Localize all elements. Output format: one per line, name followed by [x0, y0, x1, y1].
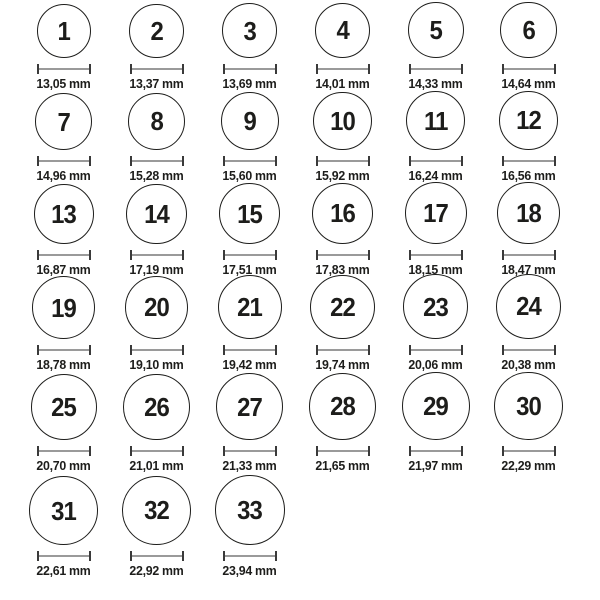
ring-size-number: 17	[423, 198, 448, 228]
measure-rule	[39, 349, 89, 351]
ring-diameter-label: 13,37 mm	[129, 76, 184, 91]
measure-right-cap	[275, 446, 277, 456]
measure-rule	[132, 555, 182, 557]
measure-line	[130, 345, 184, 355]
measure-right-cap	[182, 64, 184, 74]
measure-line	[37, 250, 91, 260]
ring-circle	[497, 182, 560, 245]
measure-right-cap	[368, 156, 370, 166]
measure-line	[316, 345, 370, 355]
ring-diameter-label: 22,29 mm	[501, 458, 556, 473]
measure-line	[502, 64, 556, 74]
measure-right-cap	[89, 156, 91, 166]
measure-rule	[39, 555, 89, 557]
ring-circle	[496, 274, 562, 340]
measure-line	[130, 446, 184, 456]
ring-diameter-label: 14,33 mm	[408, 76, 463, 91]
measure-right-cap	[554, 250, 556, 260]
chart-row	[17, 186, 600, 280]
ring-circle	[34, 184, 94, 244]
chart-row	[17, 2, 600, 94]
measure-right-cap	[182, 345, 184, 355]
ring-cell	[296, 275, 389, 376]
ring-cell	[296, 3, 389, 95]
measure-rule	[411, 254, 461, 256]
ring-size-number: 27	[237, 391, 262, 422]
measure-line	[130, 156, 184, 166]
ring-circle	[218, 275, 282, 339]
ring-cell	[110, 374, 203, 477]
measure-line	[37, 446, 91, 456]
measure-line	[223, 156, 277, 166]
ring-size-number: 29	[423, 391, 448, 421]
measure-line	[37, 64, 91, 74]
ring-diameter-label: 21,65 mm	[315, 458, 370, 473]
chart-row	[17, 280, 600, 375]
ring-circle	[216, 373, 283, 440]
ring-diameter-label: 19,10 mm	[129, 357, 184, 372]
ring-circle	[315, 3, 371, 59]
ring-diameter-label: 16,87 mm	[36, 262, 91, 277]
measure-line	[409, 345, 463, 355]
measure-rule	[411, 349, 461, 351]
measure-rule	[132, 68, 182, 70]
ring-circle	[31, 374, 97, 440]
measure-rule	[225, 68, 275, 70]
ring-size-number: 31	[51, 495, 76, 526]
measure-right-cap	[554, 446, 556, 456]
measure-line	[409, 156, 463, 166]
measure-right-cap	[275, 250, 277, 260]
measure-right-cap	[461, 345, 463, 355]
ring-size-number: 2	[150, 15, 163, 46]
ring-diameter-label: 23,94 mm	[222, 563, 277, 578]
ring-cell	[203, 183, 296, 280]
chart-row	[17, 375, 600, 476]
measure-right-cap	[461, 250, 463, 260]
ring-cell	[203, 275, 296, 375]
measure-line	[37, 345, 91, 355]
ring-cell	[482, 182, 575, 281]
measure-rule	[225, 160, 275, 162]
measure-line	[223, 64, 277, 74]
measure-right-cap	[275, 156, 277, 166]
ring-circle	[408, 2, 464, 58]
ring-diameter-label: 15,28 mm	[129, 168, 184, 183]
measure-rule	[225, 450, 275, 452]
measure-rule	[411, 450, 461, 452]
measure-rule	[504, 68, 554, 70]
measure-line	[223, 250, 277, 260]
measure-line	[37, 551, 91, 561]
measure-rule	[504, 450, 554, 452]
measure-rule	[39, 68, 89, 70]
ring-diameter-label: 15,60 mm	[222, 168, 277, 183]
ring-diameter-label: 13,05 mm	[36, 76, 91, 91]
ring-size-number: 7	[57, 106, 70, 137]
ring-diameter-label: 20,38 mm	[501, 357, 556, 372]
ring-cell	[17, 476, 110, 581]
measure-line	[316, 156, 370, 166]
ring-size-number: 11	[423, 105, 448, 136]
ring-size-number: 1	[57, 16, 70, 46]
measure-rule	[225, 254, 275, 256]
ring-size-number: 18	[516, 197, 541, 228]
measure-right-cap	[554, 156, 556, 166]
measure-right-cap	[275, 345, 277, 355]
measure-rule	[318, 450, 368, 452]
measure-line	[409, 64, 463, 74]
ring-circle	[494, 372, 563, 441]
ring-cell	[389, 182, 482, 280]
ring-diameter-label: 21,97 mm	[408, 458, 463, 473]
ring-circle	[312, 183, 374, 245]
ring-diameter-label: 16,56 mm	[501, 168, 556, 183]
measure-rule	[39, 254, 89, 256]
ring-cell	[203, 475, 296, 581]
ring-circle	[126, 184, 187, 245]
measure-right-cap	[275, 64, 277, 74]
measure-rule	[318, 254, 368, 256]
ring-circle	[219, 183, 280, 244]
measure-right-cap	[554, 64, 556, 74]
measure-right-cap	[368, 446, 370, 456]
ring-circle	[123, 374, 190, 441]
ring-cell	[17, 4, 110, 94]
measure-line	[502, 446, 556, 456]
ring-diameter-label: 19,74 mm	[315, 357, 370, 372]
ring-diameter-label: 20,70 mm	[36, 458, 91, 473]
measure-line	[130, 551, 184, 561]
ring-diameter-label: 21,33 mm	[222, 458, 277, 473]
ring-circle	[129, 4, 184, 59]
measure-rule	[504, 160, 554, 162]
ring-circle	[125, 276, 189, 340]
ring-cell	[389, 91, 482, 186]
measure-line	[316, 446, 370, 456]
ring-diameter-label: 14,96 mm	[36, 168, 91, 183]
ring-size-number: 22	[330, 291, 355, 322]
ring-size-number: 15	[237, 198, 262, 229]
measure-rule	[318, 68, 368, 70]
ring-diameter-label: 13,69 mm	[222, 76, 277, 91]
chart-row	[17, 94, 600, 186]
measure-right-cap	[461, 64, 463, 74]
measure-right-cap	[89, 64, 91, 74]
ring-circle	[500, 2, 557, 59]
ring-cell	[296, 183, 389, 281]
ring-cell	[203, 373, 296, 476]
ring-circle	[309, 373, 377, 441]
ring-size-number: 9	[243, 106, 256, 136]
ring-circle	[402, 372, 470, 440]
ring-circle	[215, 475, 285, 545]
measure-rule	[504, 349, 554, 351]
ring-circle	[37, 4, 91, 58]
ring-cell	[17, 184, 110, 280]
ring-size-number: 24	[516, 291, 541, 322]
ring-size-number: 8	[150, 106, 163, 137]
ring-cell	[110, 476, 203, 582]
ring-circle	[35, 93, 92, 150]
ring-size-number: 30	[516, 390, 541, 421]
measure-line	[130, 250, 184, 260]
measure-line	[502, 345, 556, 355]
ring-size-number: 33	[237, 495, 262, 525]
measure-line	[223, 446, 277, 456]
ring-diameter-label: 20,06 mm	[408, 357, 463, 372]
ring-cell	[389, 372, 482, 476]
measure-line	[502, 250, 556, 260]
measure-right-cap	[182, 250, 184, 260]
ring-circle	[405, 182, 467, 244]
ring-size-number: 26	[144, 391, 169, 422]
ring-diameter-label: 22,61 mm	[36, 563, 91, 578]
ring-size-number: 25	[51, 392, 76, 422]
measure-right-cap	[182, 551, 184, 561]
ring-diameter-label: 21,01 mm	[129, 458, 184, 473]
ring-diameter-label: 18,78 mm	[36, 357, 91, 372]
measure-right-cap	[368, 64, 370, 74]
ring-cell	[389, 274, 482, 375]
ring-circle	[499, 91, 559, 151]
ring-size-number: 3	[243, 15, 256, 46]
measure-rule	[504, 254, 554, 256]
measure-right-cap	[89, 446, 91, 456]
measure-right-cap	[182, 156, 184, 166]
ring-circle	[222, 3, 277, 58]
ring-size-number: 28	[330, 391, 355, 422]
ring-size-number: 13	[51, 199, 76, 229]
ring-cell	[110, 4, 203, 95]
measure-rule	[318, 160, 368, 162]
ring-size-number: 12	[516, 105, 541, 136]
ring-diameter-label: 15,92 mm	[315, 168, 370, 183]
ring-circle	[29, 476, 98, 545]
ring-circle	[403, 274, 468, 339]
ring-cell	[110, 184, 203, 281]
measure-right-cap	[182, 446, 184, 456]
measure-right-cap	[368, 345, 370, 355]
ring-size-number: 20	[144, 292, 169, 323]
chart-row	[17, 476, 600, 581]
measure-rule	[411, 68, 461, 70]
ring-circle	[122, 476, 192, 546]
ring-size-number: 6	[522, 14, 535, 45]
ring-size-number: 4	[336, 15, 349, 46]
ring-diameter-label: 14,64 mm	[501, 76, 556, 91]
ring-diameter-label: 14,01 mm	[315, 76, 370, 91]
ring-size-number: 23	[423, 291, 448, 322]
measure-line	[223, 551, 277, 561]
ring-diameter-label: 16,24 mm	[408, 168, 463, 183]
ring-size-number: 5	[429, 15, 442, 45]
ring-diameter-label: 17,19 mm	[129, 262, 184, 277]
measure-right-cap	[554, 345, 556, 355]
measure-right-cap	[275, 551, 277, 561]
ring-diameter-label: 17,51 mm	[222, 262, 277, 277]
measure-line	[409, 446, 463, 456]
ring-circle	[128, 93, 186, 151]
measure-line	[223, 345, 277, 355]
ring-cell	[17, 374, 110, 476]
measure-rule	[225, 555, 275, 557]
measure-rule	[132, 254, 182, 256]
ring-cell	[296, 373, 389, 477]
measure-line	[409, 250, 463, 260]
ring-circle	[313, 92, 372, 151]
measure-line	[502, 156, 556, 166]
ring-cell	[17, 276, 110, 375]
ring-cell	[110, 93, 203, 187]
ring-cell	[110, 276, 203, 376]
ring-diameter-label: 17,83 mm	[315, 262, 370, 277]
measure-right-cap	[89, 551, 91, 561]
ring-size-number: 19	[51, 292, 76, 323]
measure-rule	[225, 349, 275, 351]
ring-cell	[389, 2, 482, 94]
measure-right-cap	[368, 250, 370, 260]
ring-size-number: 32	[144, 495, 169, 526]
ring-cell	[17, 93, 110, 186]
ring-cell	[482, 91, 575, 187]
ring-cell	[482, 274, 575, 376]
measure-line	[37, 156, 91, 166]
measure-right-cap	[89, 345, 91, 355]
ring-size-number: 21	[237, 292, 262, 322]
ring-cell	[482, 2, 575, 95]
ring-circle	[32, 276, 95, 339]
measure-right-cap	[89, 250, 91, 260]
ring-diameter-label: 19,42 mm	[222, 357, 277, 372]
measure-rule	[132, 349, 182, 351]
measure-rule	[132, 160, 182, 162]
ring-cell	[203, 3, 296, 94]
measure-rule	[132, 450, 182, 452]
ring-diameter-label: 18,47 mm	[501, 262, 556, 277]
measure-rule	[39, 160, 89, 162]
measure-rule	[39, 450, 89, 452]
measure-line	[130, 64, 184, 74]
ring-cell	[482, 372, 575, 477]
ring-cell	[296, 92, 389, 187]
ring-cell	[203, 92, 296, 186]
measure-line	[316, 250, 370, 260]
ring-size-number: 10	[330, 105, 355, 136]
measure-line	[316, 64, 370, 74]
ring-diameter-label: 22,92 mm	[129, 563, 184, 578]
ring-size-number: 14	[144, 198, 169, 229]
ring-circle	[406, 91, 465, 150]
ring-circle	[221, 92, 279, 150]
measure-rule	[411, 160, 461, 162]
measure-right-cap	[461, 446, 463, 456]
ring-circle	[310, 275, 375, 340]
ring-diameter-label: 18,15 mm	[408, 262, 463, 277]
measure-right-cap	[461, 156, 463, 166]
measure-rule	[318, 349, 368, 351]
ring-size-number: 16	[330, 198, 355, 229]
